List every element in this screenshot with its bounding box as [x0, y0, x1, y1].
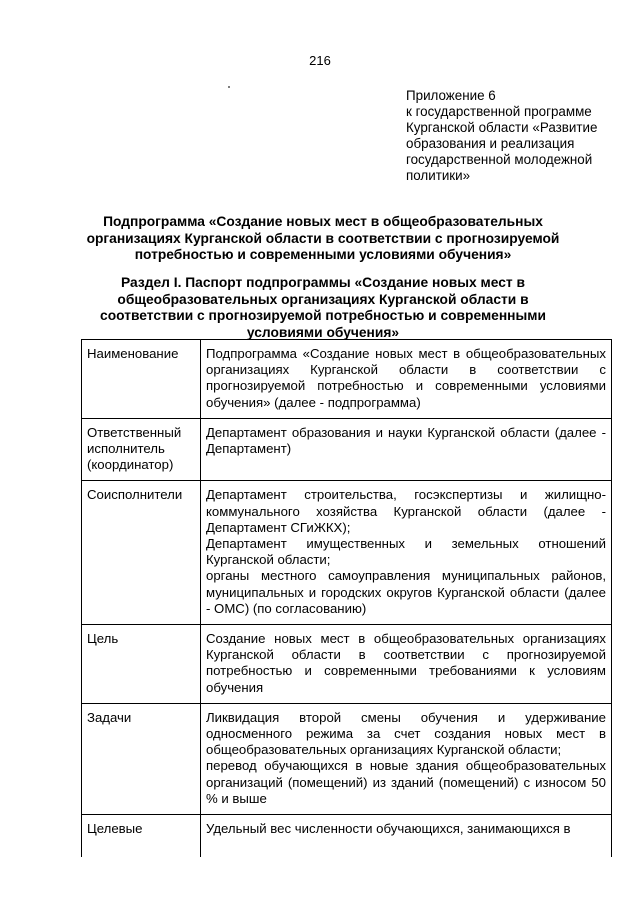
table-row [82, 703, 612, 814]
appendix-note [406, 88, 611, 184]
row-paragraph: Департамент имущественных и земельных отношений Курганской области; [206, 536, 606, 568]
row-label: Целевые [82, 815, 201, 858]
row-label: Цель [82, 625, 201, 704]
section-title: Раздел I. Паспорт подпрограммы «Создание новых мест в общеобразовательных организациях Курганской области в соответствии с прогнозируемой потребностью и современными условиями обучения» [100, 275, 546, 340]
row-paragraph: органы местного самоуправления муниципальных районов, муниципальных и городских округов Курганской области (далее - ОМС) (по согласованию) [206, 568, 606, 616]
row-paragraph: Создание новых мест в общеобразовательных организациях Курганской области в соответствии с прогнозируемой потребностью и современными требованиями к условиям обучения [206, 631, 606, 695]
row-paragraph: Удельный вес численности обучающихся, занимающихся в [206, 821, 571, 837]
table-row [82, 418, 612, 481]
row-label: Ответственный исполнитель (координатор) [82, 418, 201, 481]
row-paragraph: Ликвидация второй смены обучения и удерживание односменного режима за счет создания новых мест в общеобразовательных организациях Курганской области; [206, 709, 606, 758]
row-content [201, 625, 612, 704]
passport-table-viewport [0, 339, 640, 837]
row-paragraph: перевод обучающихся в новые здания общеобразовательных организаций (помещений) из зданий (помещений) с износом 50 % и выше [206, 758, 606, 806]
appendix-line: политики» [406, 168, 471, 183]
row-paragraph: Подпрограмма «Создание новых мест в общеобразовательных организациях Курганской области в соответствии с прогнозируемой потребностью и современными условиями обучения» (далее - подпрограмма) [206, 346, 606, 410]
row-content [201, 340, 612, 419]
table-row [82, 625, 612, 704]
appendix-line: образования и реализация [406, 136, 575, 151]
appendix-line: Курганской области «Развитие [406, 120, 598, 135]
table-row [82, 340, 612, 419]
page-number: 216 [309, 53, 331, 68]
row-label: Соисполнители [82, 481, 201, 625]
row-label: Задачи [82, 703, 201, 814]
subprogram-title: Подпрограмма «Создание новых мест в общеобразовательных организациях Курганской области в соответствии с прогнозируемой потребностью и современными условиями обучения» [86, 214, 560, 262]
row-paragraph: Департамент строительства, госэкспертизы и жилищно-коммунального хозяйства Курганской области (далее - Департамент СГиЖКХ); [206, 487, 606, 535]
table-row [82, 481, 612, 625]
appendix-line: государственной молодежной [406, 152, 593, 167]
passport-table [81, 339, 612, 857]
table-row [82, 815, 612, 858]
row-content [201, 703, 612, 814]
scan-speck [228, 86, 230, 88]
appendix-line: к государственной программе [406, 104, 592, 119]
row-label: Наименование [82, 340, 201, 419]
row-paragraph: Департамент образования и науки Курганской области (далее - Департамент) [206, 424, 606, 457]
row-content [201, 418, 612, 481]
row-content [201, 815, 612, 858]
row-content [201, 481, 612, 625]
appendix-line: Приложение 6 [406, 88, 496, 103]
